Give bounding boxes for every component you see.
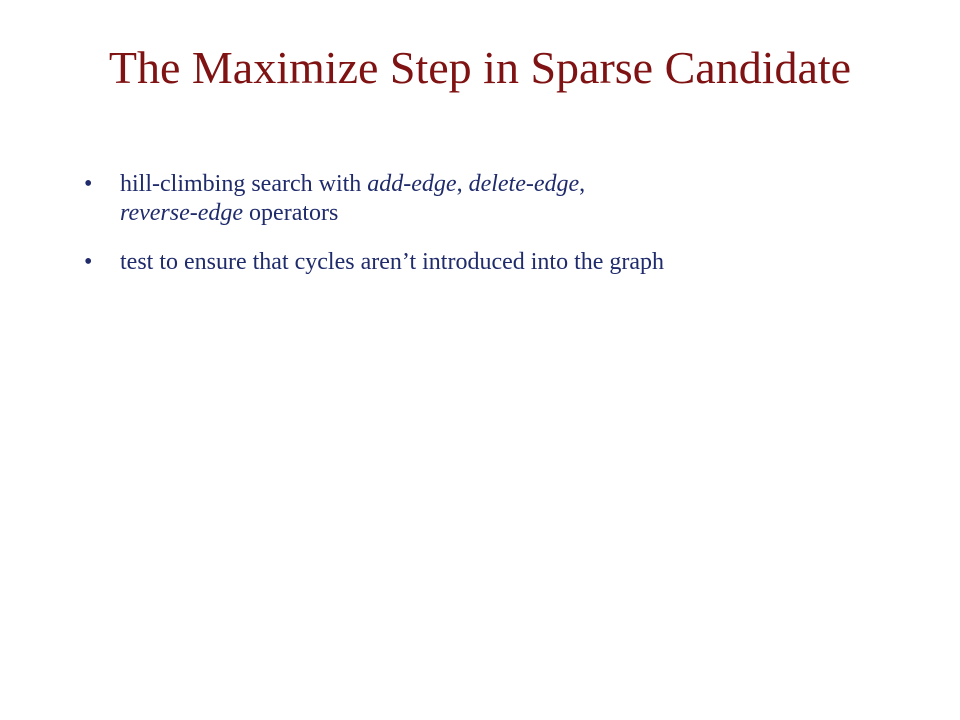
bullet-text: test to ensure that cycles aren’t introduced into the graph (120, 249, 665, 275)
separator: , (456, 171, 469, 197)
bullet-text-suffix: operators (243, 200, 339, 226)
bullet-item-cycle-test (84, 248, 884, 277)
bullet-item-operators (84, 170, 884, 228)
bullet-list (84, 170, 884, 297)
bullet-dot-icon: • (84, 171, 93, 197)
operator-reverse-edge: reverse-edge (120, 200, 244, 226)
operator-delete-edge: delete-edge (468, 171, 580, 197)
separator: , (579, 171, 586, 197)
bullet-text-prefix: hill-climbing search with (120, 171, 368, 197)
bullet-dot-icon: • (84, 249, 93, 275)
slide-title: The Maximize Step in Sparse Candidate (108, 42, 852, 93)
operator-add-edge: add-edge (367, 171, 457, 197)
